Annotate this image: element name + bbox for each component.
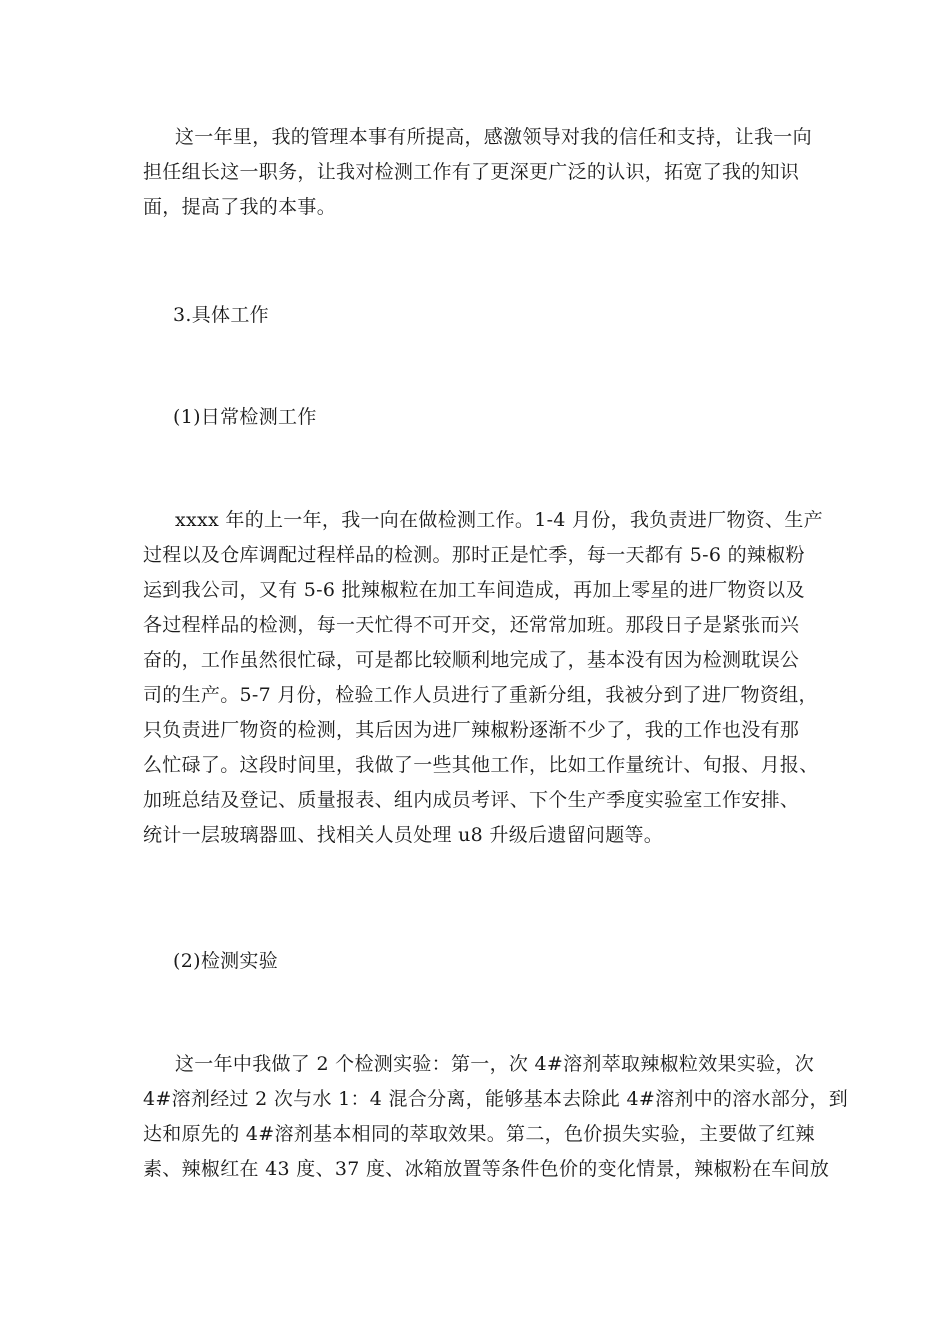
subheading-daily-testing: (1)日常检测工作 <box>173 406 317 428</box>
text-line: 运到我公司，又有 5-6 批辣椒粒在加工车间造成，再加上零星的进厂物资以及 <box>143 579 805 601</box>
section-heading-specific-work: 3.具体工作 <box>173 304 269 326</box>
paragraph-management <box>143 120 812 225</box>
text-line: 达和原先的 4#溶剂基本相同的萃取效果。第二，色价损失实验，主要做了红辣 <box>143 1123 815 1145</box>
text-line: 么忙碌了。这段时间里，我做了一些其他工作，比如工作量统计、旬报、月报、 <box>143 754 819 776</box>
text-line: 奋的，工作虽然很忙碌，可是都比较顺利地完成了，基本没有因为检测耽误公 <box>143 649 800 671</box>
text-line: 司的生产。5-7 月份，检验工作人员进行了重新分组，我被分到了进厂物资组， <box>143 684 818 706</box>
text-line: 素、辣椒红在 43 度、37 度、冰箱放置等条件色价的变化情景，辣椒粉在车间放 <box>143 1158 830 1180</box>
text-line: 担任组长这一职务，让我对检测工作有了更深更广泛的认识，拓宽了我的知识 <box>143 161 800 183</box>
text-line: 这一年里，我的管理本事有所提高，感激领导对我的信任和支持，让我一向 <box>175 126 812 148</box>
text-line: 4#溶剂经过 2 次与水 1：4 混合分离，能够基本去除此 4#溶剂中的溶水部分，到 <box>143 1088 849 1110</box>
subheading-testing-experiments: (2)检测实验 <box>173 950 279 972</box>
text-line: 只负责进厂物资的检测，其后因为进厂辣椒粉逐渐不少了，我的工作也没有那 <box>143 719 800 741</box>
text-line: 这一年中我做了 2 个检测实验：第一，次 4#溶剂萃取辣椒粒效果实验，次 <box>175 1053 815 1075</box>
text-line: 统计一层玻璃器皿、找相关人员处理 u8 升级后遗留问题等。 <box>143 824 664 846</box>
text-line: 加班总结及登记、质量报表、组内成员考评、下个生产季度实验室工作安排、 <box>143 789 800 811</box>
text-line: 各过程样品的检测，每一天忙得不可开交，还常常加班。那段日子是紧张而兴 <box>143 614 800 636</box>
paragraph-daily-testing <box>143 503 823 853</box>
text-line: 面，提高了我的本事。 <box>143 196 337 218</box>
paragraph-testing-experiments <box>143 1047 849 1187</box>
text-line: xxxx 年的上一年，我一向在做检测工作。1-4 月份，我负责进厂物资、生产 <box>175 509 823 531</box>
text-line: 过程以及仓库调配过程样品的检测。那时正是忙季，每一天都有 5-6 的辣椒粉 <box>143 544 805 566</box>
